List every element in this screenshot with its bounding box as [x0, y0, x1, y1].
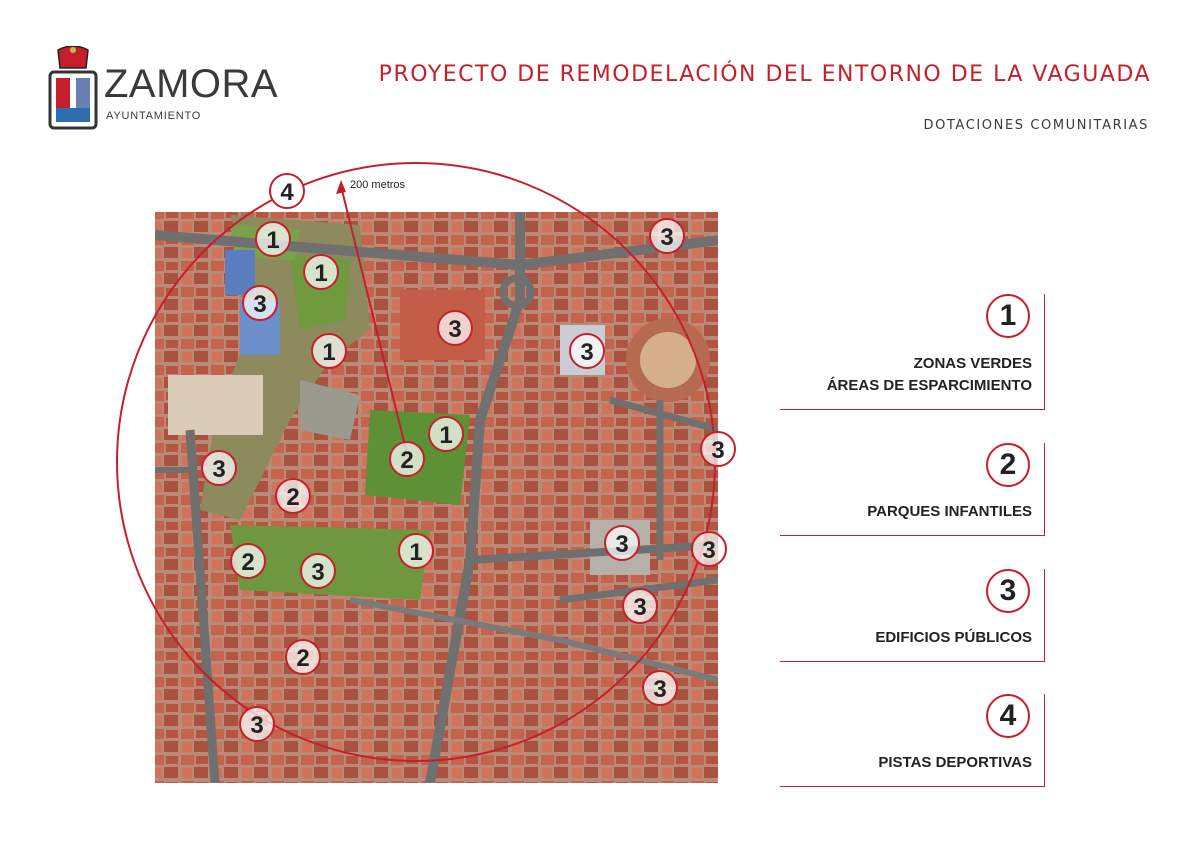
map-marker-2[interactable] — [286, 640, 320, 674]
scale-label: 200 metros — [350, 179, 406, 191]
map-marker-label: 1 — [322, 339, 336, 366]
map-marker-1[interactable] — [304, 255, 338, 289]
legend-number: 2 — [986, 443, 1030, 487]
map-marker-label: 2 — [296, 645, 310, 672]
map-marker-2[interactable] — [276, 479, 310, 513]
svg-text:4: 4 — [280, 179, 294, 206]
map-marker-label: 3 — [702, 537, 716, 564]
legend-line: ÁREAS DE ESPARCIMIENTO — [826, 377, 1032, 394]
map-marker-3[interactable] — [438, 311, 472, 345]
logo-subtitle: AYUNTAMIENTO — [106, 110, 202, 122]
legend-label: PISTAS DEPORTIVAS — [878, 754, 1032, 771]
map-marker-label: 3 — [653, 676, 667, 703]
map-marker-label: 3 — [253, 291, 267, 318]
map-marker-2[interactable] — [390, 442, 424, 476]
map-marker-label: 3 — [660, 224, 674, 251]
map-marker-label: 2 — [400, 447, 414, 474]
map-marker-label: 2 — [286, 484, 300, 511]
map-marker-3[interactable] — [570, 334, 604, 368]
legend-item-pistas-deportivas — [780, 694, 1045, 787]
page-title: PROYECTO DE REMODELACIÓN DEL ENTORNO DE LA VAGUADA — [378, 62, 1151, 87]
legend-number: 4 — [986, 694, 1030, 738]
legend-label: PARQUES INFANTILES — [867, 503, 1032, 520]
legend-number: 1 — [986, 294, 1030, 338]
map-marker-3[interactable] — [692, 532, 726, 566]
map-marker-3[interactable] — [650, 219, 684, 253]
map-marker-3[interactable] — [202, 451, 236, 485]
legend-item-edificios-publicos — [780, 569, 1045, 662]
legend-line: ZONAS VERDES — [913, 355, 1032, 372]
map-marker-2[interactable] — [231, 544, 265, 578]
legend-item-parques-infantiles — [780, 443, 1045, 536]
map-marker-label: 1 — [409, 539, 423, 566]
aerial-photo — [155, 212, 720, 783]
map-marker-label: 3 — [448, 316, 462, 343]
map-marker-3[interactable] — [623, 589, 657, 623]
map-marker-label: 3 — [615, 531, 629, 558]
map-marker-label: 1 — [314, 260, 328, 287]
map-marker-1[interactable] — [312, 334, 346, 368]
map-marker-label: 3 — [711, 437, 725, 464]
map-marker-4[interactable] — [270, 174, 304, 208]
map-marker-label: 2 — [241, 549, 255, 576]
legend-label — [827, 353, 1032, 397]
page-subtitle: DOTACIONES COMUNITARIAS — [923, 118, 1149, 133]
map-marker-label: 3 — [212, 456, 226, 483]
map-marker-label: 3 — [250, 712, 264, 739]
map-marker-3[interactable] — [643, 671, 677, 705]
map-marker-3[interactable] — [243, 286, 277, 320]
map-marker-3[interactable] — [301, 554, 335, 588]
logo-text: ZAMORA — [104, 62, 279, 106]
map-marker-3[interactable] — [605, 526, 639, 560]
map-marker-label: 3 — [580, 339, 594, 366]
map-marker-label: 1 — [266, 227, 280, 254]
map-marker-label: 1 — [439, 422, 453, 449]
map-marker-label: 3 — [311, 559, 325, 586]
map-marker-3[interactable] — [240, 707, 274, 741]
arrow-head-icon — [336, 180, 346, 194]
map-marker-3[interactable] — [701, 432, 735, 466]
legend-number: 3 — [986, 569, 1030, 613]
map-marker-1[interactable] — [399, 534, 433, 568]
map-marker-1[interactable] — [256, 222, 290, 256]
legend-item-zonas-verdes — [780, 294, 1045, 410]
map-marker-label: 3 — [633, 594, 647, 621]
legend-label: EDIFICIOS PÚBLICOS — [875, 629, 1032, 646]
map-marker-1[interactable] — [429, 417, 463, 451]
